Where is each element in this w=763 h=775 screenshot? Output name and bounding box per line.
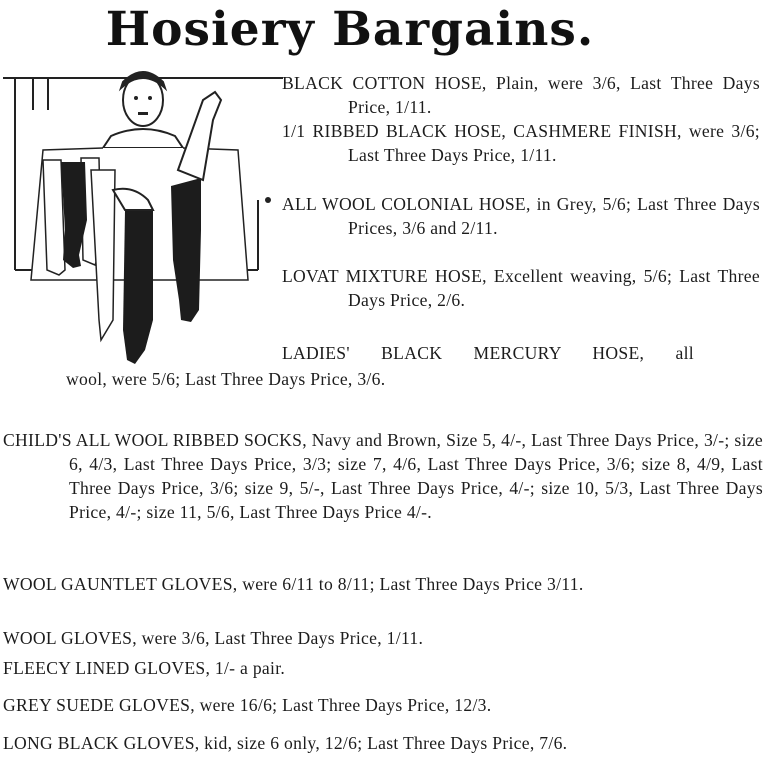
item-grey-suede-gloves: GREY SUEDE GLOVES, were 16/6; Last Three Days Price, 12/3. (3, 695, 492, 715)
item-wool-gloves: WOOL GLOVES, were 3/6, Last Three Days Price, 1/11. (3, 628, 424, 648)
item-wool-gauntlet-gloves: WOOL GAUNTLET GLOVES, were 6/11 to 8/11; Last Three Days Price 3/11. (3, 574, 584, 594)
item-long-black-gloves: LONG BLACK GLOVES, kid, size 6 only, 12/6; Last Three Days Price, 7/6. (3, 733, 568, 753)
item-childs-wool-socks: CHILD'S ALL WOOL RIBBED SOCKS, Navy and Brown, Size 5, 4/-, Last Three Days Price, 3/-; size 6, 4/3, Last Three Days Price, 3/3; size 7, 4/6, Last Three Days Price, 3/6; size 8, 4/9, Last Three Days Price, 3/6; size 9, 5/-, Last Three Days Price, 4/-; size 10, 5/3, Last Three Days Price, 4/-; size 11, 5/6, Last Three Days Price 4/-. (3, 430, 763, 522)
item-lovat-mixture-hose: LOVAT MIXTURE HOSE, Excellent weaving, 5/6; Last Three Days Price, 2/6. (282, 266, 760, 310)
advertisement-title: Hosiery Bargains. (105, 2, 595, 57)
item-all-wool-colonial-hose: ALL WOOL COLONIAL HOSE, in Grey, 5/6; Last Three Days Prices, 3/6 and 2/11. (282, 194, 760, 238)
woman-holding-stockings-illustration (3, 70, 283, 365)
item-ribbed-black-hose: 1/1 RIBBED BLACK HOSE, CASHMERE FINISH, were 3/6; Last Three Days Price, 1/11. (282, 121, 760, 165)
item-black-cotton-hose: BLACK COTTON HOSE, Plain, were 3/6, Last Three Days Price, 1/11. (282, 73, 760, 117)
item-fleecy-lined-gloves: FLEECY LINED GLOVES, 1/- a pair. (3, 658, 286, 678)
item-ladies-mercury-hose-continued: wool, were 5/6; Last Three Days Price, 3/6. (66, 369, 386, 389)
item-ladies-mercury-hose: LADIES' BLACK MERCURY HOSE, all (282, 343, 694, 363)
